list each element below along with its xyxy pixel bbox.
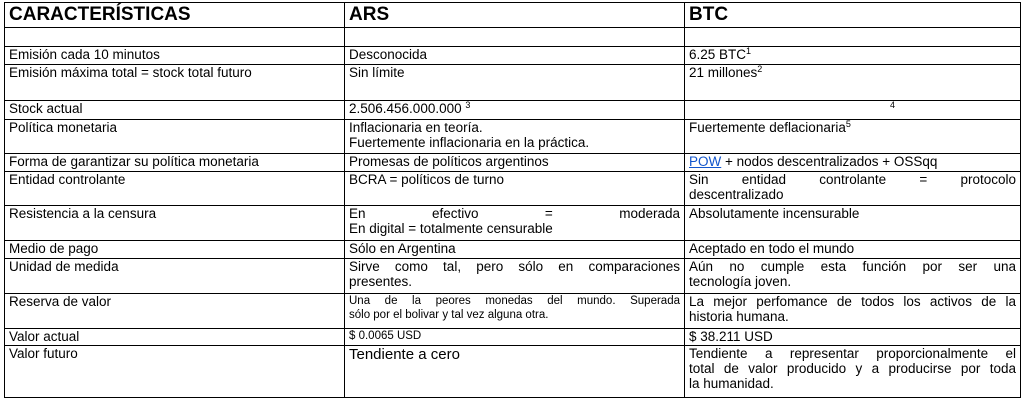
- btc-line: tecnología joven.: [689, 274, 792, 289]
- spacer-cell: [345, 28, 685, 47]
- table-row: [5, 259, 1021, 294]
- btc-cell: [685, 172, 1021, 206]
- btc-value: Fuertemente deflacionaria: [689, 120, 846, 135]
- ars-value: 2.506.456.000.000: [349, 101, 466, 116]
- row-label: Stock actual: [5, 101, 345, 120]
- ars-cell: BCRA = políticos de turno: [345, 172, 685, 206]
- row-label: Reserva de valor: [5, 294, 345, 329]
- ars-cell: Promesas de políticos argentinos: [345, 154, 685, 172]
- table-row: [5, 241, 1021, 259]
- ars-line: En digital = totalmente censurable: [349, 221, 553, 236]
- footnote-ref[interactable]: 1: [746, 46, 752, 56]
- footnote-ref[interactable]: 3: [465, 100, 471, 110]
- btc-value: 6.25 BTC: [689, 47, 747, 62]
- btc-value: 21 millones: [689, 65, 758, 80]
- row-label: Valor actual: [5, 329, 345, 346]
- table-row: [5, 154, 1021, 172]
- row-label: Resistencia a la censura: [5, 206, 345, 241]
- header-row: [5, 3, 1021, 28]
- row-label: Emisión cada 10 minutos: [5, 47, 345, 65]
- ars-line: Inflacionaria en teoría.: [349, 120, 483, 135]
- footnote-ref[interactable]: 2: [757, 64, 763, 74]
- ars-cell: Desconocida: [345, 47, 685, 65]
- header-characteristics: CARACTERÍSTICAS: [5, 3, 345, 28]
- ars-cell: Tendiente a cero: [345, 346, 685, 398]
- ars-cell: [345, 101, 685, 120]
- ars-cell: [345, 259, 685, 294]
- btc-cell: [685, 101, 1021, 120]
- spacer-cell: [5, 28, 345, 47]
- table-row: [5, 47, 1021, 65]
- btc-line: historia humana.: [689, 309, 789, 324]
- btc-cell: $ 38.211 USD: [685, 329, 1021, 346]
- ars-line: En efectivo = moderada: [349, 206, 680, 221]
- table-row: [5, 294, 1021, 329]
- spacer-cell: [685, 28, 1021, 47]
- btc-line: Sin entidad controlante = protocolo: [689, 172, 1016, 187]
- ars-cell: [345, 294, 685, 329]
- table-row: [5, 101, 1021, 120]
- row-label: Entidad controlante: [5, 172, 345, 206]
- btc-cell: [685, 154, 1021, 172]
- btc-cell: [685, 65, 1021, 101]
- ars-cell: [345, 206, 685, 241]
- ars-line: sólo por el bolivar y tal vez alguna otra.: [349, 309, 549, 321]
- row-label: Unidad de medida: [5, 259, 345, 294]
- ars-line: presentes.: [349, 274, 413, 289]
- btc-line: total de valor producido y a producirse por toda: [689, 361, 1016, 376]
- btc-cell: [685, 120, 1021, 154]
- table-row: [5, 206, 1021, 241]
- footnote-ref[interactable]: 4: [889, 100, 895, 110]
- ars-line: Fuertemente inflacionaria en la práctica.: [349, 135, 590, 150]
- row-label: Valor futuro: [5, 346, 345, 398]
- table-row: [5, 346, 1021, 398]
- spacer-row: [5, 28, 1021, 47]
- btc-line: Aún no cumple esta función por ser una: [689, 259, 1016, 274]
- comparison-table: [4, 2, 1021, 398]
- btc-cell: Aceptado en todo el mundo: [685, 241, 1021, 259]
- btc-cell: [685, 294, 1021, 329]
- btc-cell: [685, 346, 1021, 398]
- ars-line: Una de la peores monedas del mundo. Superada: [349, 295, 680, 307]
- pow-link[interactable]: POW: [689, 154, 722, 169]
- table-row: [5, 65, 1021, 101]
- header-btc: BTC: [685, 3, 1021, 28]
- ars-cell: Sólo en Argentina: [345, 241, 685, 259]
- btc-line: La mejor perfomance de todos los activos de la: [689, 294, 1016, 309]
- ars-cell: [345, 120, 685, 154]
- btc-line: descentralizado: [689, 187, 784, 202]
- row-label: Forma de garantizar su política monetaria: [5, 154, 345, 172]
- footnote-ref[interactable]: 5: [845, 119, 851, 129]
- header-ars: ARS: [345, 3, 685, 28]
- table-row: [5, 329, 1021, 346]
- btc-line: Tendiente a representar proporcionalmente el: [689, 346, 1016, 361]
- row-label: Política monetaria: [5, 120, 345, 154]
- ars-cell: Sin límite: [345, 65, 685, 101]
- btc-cell: [685, 47, 1021, 65]
- ars-cell: $ 0.0065 USD: [345, 329, 685, 346]
- btc-value: + nodos descentralizados + OSSqq: [721, 154, 938, 169]
- btc-line: la humanidad.: [689, 376, 774, 391]
- table-row: [5, 120, 1021, 154]
- ars-line: Sirve como tal, pero sólo en comparaciones: [349, 259, 680, 274]
- row-label: Medio de pago: [5, 241, 345, 259]
- btc-cell: Absolutamente incensurable: [685, 206, 1021, 241]
- table-row: [5, 172, 1021, 206]
- btc-cell: [685, 259, 1021, 294]
- row-label: Emisión máxima total = stock total futuro: [5, 65, 345, 101]
